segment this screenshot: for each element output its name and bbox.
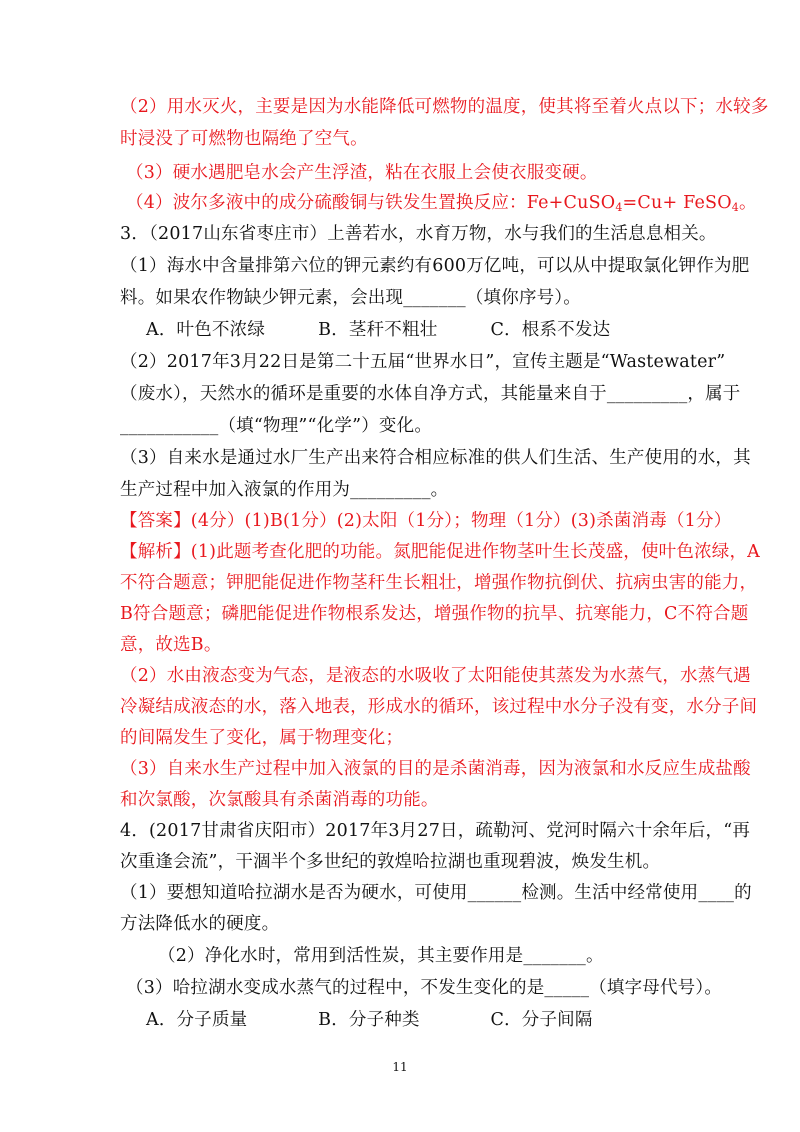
text-line: 料。如果农作物缺少钾元素，会出现_______（填你序号）。	[120, 288, 581, 308]
analysis-line: 不符合题意；钾肥能促进作物茎秆生长粗壮，增强作物抗倒伏、抗病虫害的能力，	[120, 573, 758, 593]
text-line	[126, 189, 757, 217]
analysis-line: （3）自来水生产过程中加入液氯的目的是杀菌消毒，因为液氯和水反应生成盐酸	[120, 759, 751, 779]
text-line: ___________（填“物理”“化学”）变化。	[120, 416, 433, 436]
text-line: （废水），天然水的循环是重要的水体自净方式，其能量来自于_________，属于	[120, 384, 741, 404]
choice-options: A．分子质量 B．分子种类 C．分子间隔	[146, 1010, 593, 1030]
text-line: 方法降低水的硬度。	[120, 914, 280, 934]
analysis-line: 的间隔发生了变化，属于物理变化；	[120, 728, 404, 748]
text-line: 时浸没了可燃物也隔绝了空气。	[120, 129, 368, 149]
analysis-line: （2）水由液态变为气态，是液态的水吸收了太阳能使其蒸发为水蒸气，水蒸气遇	[120, 666, 751, 686]
subscript: 4	[731, 201, 739, 214]
analysis-line: 意，故选B。	[120, 635, 222, 655]
question-4-heading: 4．(2017甘肃省庆阳市）2017年3月27日，疏勒河、党河时隔六十余年后，“再	[120, 821, 751, 841]
answer-line: 【答案】(4分）(1)B(1分）(2)太阳（1分）；物理（1分）(3)杀菌消毒（1分）	[120, 511, 732, 531]
text-segment: 。	[738, 193, 757, 213]
text-line: （2）用水灭火，主要是因为水能降低可燃物的温度，使其将至着火点以下；水较多	[120, 97, 769, 117]
text-segment: =Cu+ FeSO	[622, 193, 732, 213]
text-segment: （4）波尔多液中的成分硫酸铜与铁发生置换反应：Fe+CuSO	[126, 193, 616, 213]
page-number: 11	[392, 1060, 408, 1074]
text-line: （1）要想知道哈拉湖水是否为硬水，可使用______检测。生活中经常使用____的	[120, 883, 752, 903]
subscript: 4	[615, 201, 623, 214]
text-line: （3）硬水遇肥皂水会产生浮渣，粘在衣服上会使衣服变硬。	[126, 163, 598, 183]
text-line: 生产过程中加入液氯的作用为_________。	[120, 480, 449, 500]
analysis-line: 和次氯酸，次氯酸具有杀菌消毒的功能。	[120, 790, 439, 810]
text-line: （3）自来水是通过水厂生产出来符合相应标准的供人们生活、生产使用的水，其	[120, 448, 751, 468]
text-line: （3）哈拉湖水变成水蒸气的过程中，不发生变化的是_____（填字母代号）。	[126, 978, 723, 998]
text-line: （1）海水中含量排第六位的钾元素约有600万亿吨，可以从中提取氯化钾作为肥	[120, 256, 750, 276]
analysis-line: B符合题意；磷肥能促进作物根系发达，增强作物的抗旱、抗寒能力，C不符合题	[120, 604, 749, 624]
text-line: （2）净化水时，常用到活性炭，其主要作用是_______。	[158, 946, 604, 966]
text-line: （2）2017年3月22日是第二十五届“世界水日”，宣传主题是“Wastewater”	[120, 352, 726, 372]
question-3-heading: 3．（2017山东省枣庄市）上善若水，水育万物，水与我们的生活息息相关。	[120, 224, 717, 244]
analysis-line: 【解析】(1)此题考查化肥的功能。氮肥能促进作物茎叶生长茂盛，使叶色浓绿，A	[120, 542, 761, 562]
text-line: 次重逢会流”，干涸半个多世纪的敦煌哈拉湖也重现碧波，焕发生机。	[120, 852, 661, 872]
analysis-line: 冷凝结成液态的水，落入地表，形成水的循环，该过程中水分子没有变，水分子间	[120, 697, 758, 717]
choice-options: A．叶色不浓绿 B．茎秆不粗壮 C．根系不发达	[146, 320, 611, 340]
